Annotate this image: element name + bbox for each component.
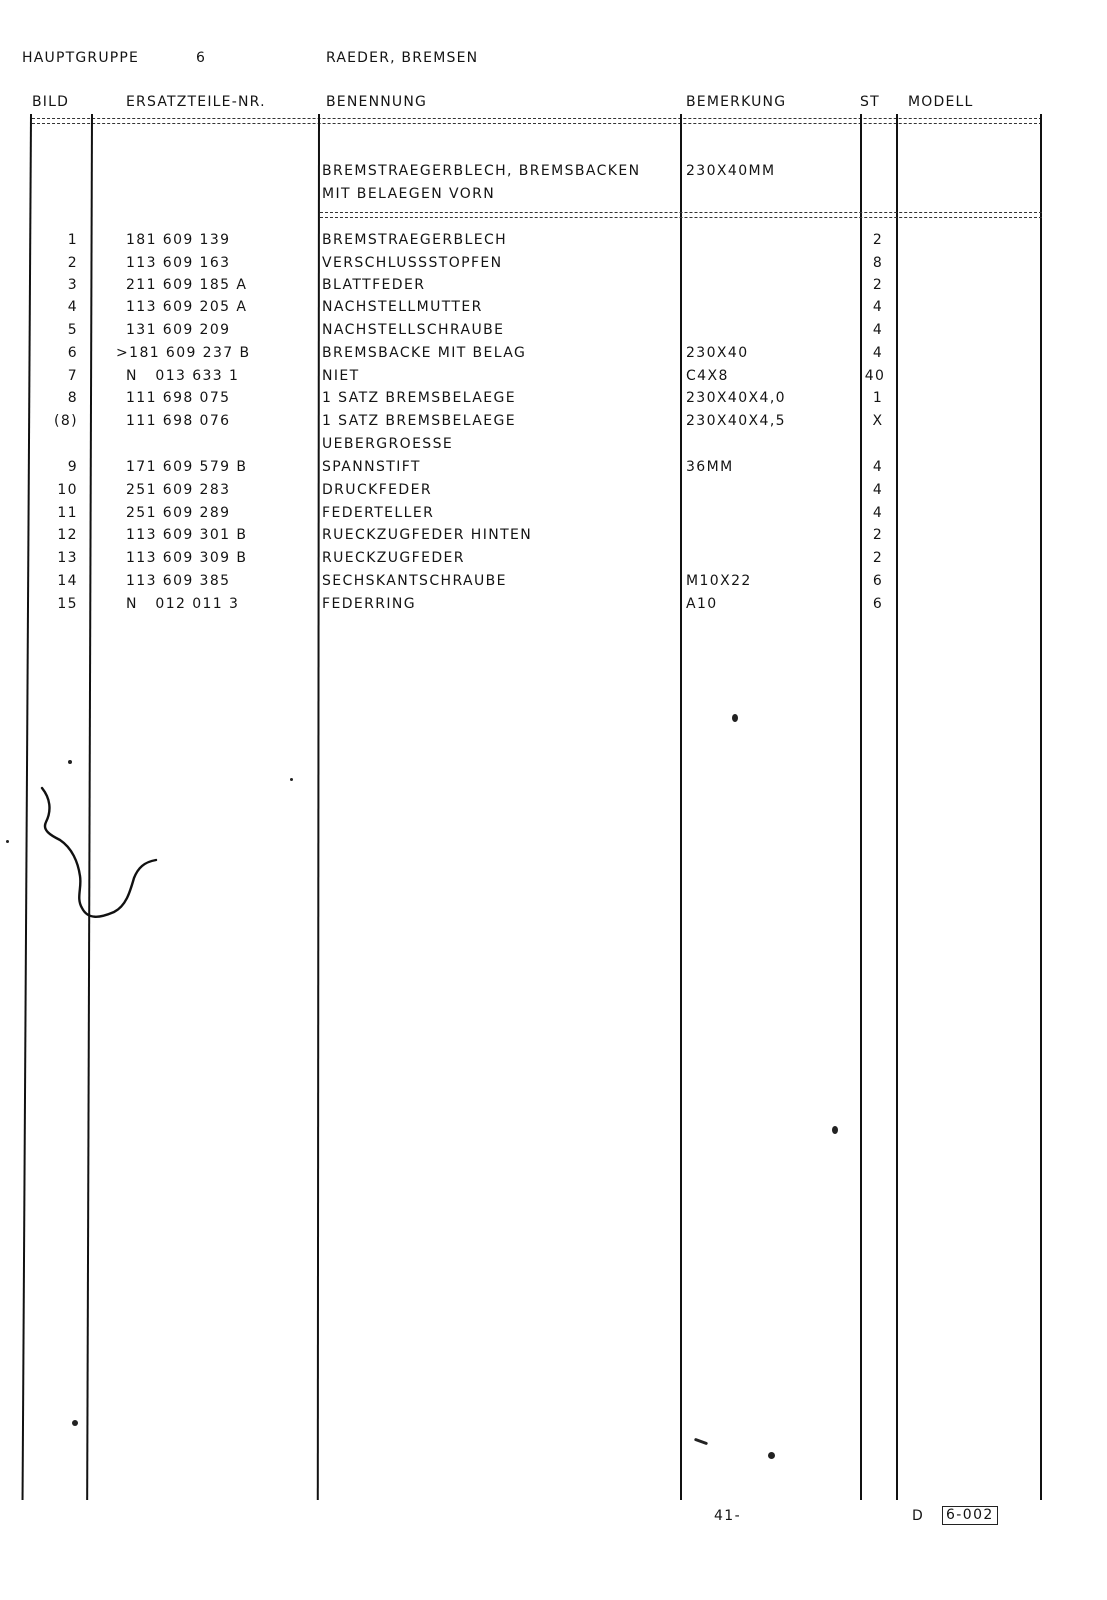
bild-cell: 2 [67,255,78,271]
assembly-remark: 230X40MM [686,163,776,179]
language-code: D [912,1508,925,1524]
scan-speck [72,1420,78,1426]
column-header-bild: BILD [32,94,70,110]
page-code-box: 6-002 [942,1506,998,1525]
bild-cell: 10 [57,482,78,498]
assembly-separator [320,212,1042,218]
assembly-name-line2: MIT BELAEGEN VORN [322,186,496,202]
assembly-name-line1: BREMSTRAEGERBLECH, BREMSBACKEN [322,163,641,179]
scan-speck [6,840,9,843]
remark-cell: 230X40 [686,345,749,361]
column-line-partno-name [317,114,320,1500]
name-cell: BREMSBACKE MIT BELAG [322,345,527,361]
part-number-cell: 113 609 309 B [126,550,248,566]
column-line-qty-model [896,114,898,1500]
name-cell: FEDERTELLER [322,505,435,521]
part-number-cell: 111 698 076 [126,413,231,429]
name-cell: VERSCHLUSSSTOPFEN [322,255,503,271]
qty-cell: 4 [872,345,884,361]
qty-cell: 2 [872,232,884,248]
part-number-cell: 131 609 209 [126,322,231,338]
column-header-qty: ST [860,94,880,110]
scan-speck [290,778,293,781]
bild-cell: 14 [57,573,78,589]
bild-cell: 8 [67,390,78,406]
column-line-name-remark [680,114,682,1500]
bild-cell: 13 [57,550,78,566]
bild-cell: 5 [67,322,78,338]
name-cell: NACHSTELLMUTTER [322,299,483,315]
bild-cell: 12 [57,527,78,543]
name-cell: SECHSKANTSCHRAUBE [322,573,507,589]
main-group-number: 6 [196,50,207,66]
remark-cell: M10X22 [686,573,752,589]
qty-cell: 40 [864,368,886,384]
name-cell: DRUCKFEDER [322,482,432,498]
scan-speck [768,1452,775,1459]
bild-cell: 11 [57,505,78,521]
qty-cell: X [872,413,884,429]
part-number-cell: 113 609 301 B [126,527,248,543]
header-separator [32,118,1042,124]
scan-speck [732,714,738,722]
remark-cell: 36MM [686,459,734,475]
name-cell: BREMSTRAEGERBLECH [322,232,508,248]
bild-cell: 4 [67,299,78,315]
part-number-cell: 251 609 283 [126,482,231,498]
bild-cell: 3 [67,277,78,293]
name-cell: BLATTFEDER [322,277,426,293]
name-cell: RUECKZUGFEDER HINTEN [322,527,533,543]
part-number-cell: N 013 633 1 [126,368,240,384]
column-line-right-border [1040,114,1042,1500]
part-number-cell: 171 609 579 B [126,459,248,475]
main-group-title: RAEDER, BREMSEN [326,50,479,66]
bild-cell: 15 [57,596,78,612]
scribble-icon [30,780,170,930]
bild-cell: (8) [53,413,78,429]
name-cell: NIET [322,368,360,384]
qty-cell: 2 [872,527,884,543]
qty-cell: 4 [872,505,884,521]
part-number-cell: N 012 011 3 [126,596,240,612]
qty-cell: 4 [872,322,884,338]
remark-cell: 230X40X4,5 [686,413,786,429]
qty-cell: 4 [872,482,884,498]
part-number-cell: 211 609 185 A [126,277,248,293]
qty-cell: 2 [872,277,884,293]
name-cell: SPANNSTIFT [322,459,421,475]
scan-speck [68,760,72,764]
scan-speck [694,1438,708,1446]
name-cell: RUECKZUGFEDER [322,550,465,566]
qty-cell: 4 [872,299,884,315]
part-number-cell: >181 609 237 B [116,345,251,361]
bild-cell: 7 [67,368,78,384]
remark-cell: 230X40X4,0 [686,390,786,406]
page-number: 41- [714,1508,742,1524]
bild-cell: 6 [67,345,78,361]
bild-cell: 1 [67,232,78,248]
main-group-label: HAUPTGRUPPE [22,50,140,66]
column-header-part-number: ERSATZTEILE-NR. [126,94,266,110]
scan-speck [832,1126,838,1134]
remark-cell: A10 [686,596,718,612]
part-number-cell: 113 609 385 [126,573,231,589]
part-number-cell: 181 609 139 [126,232,231,248]
qty-cell: 4 [872,459,884,475]
part-number-cell: 251 609 289 [126,505,231,521]
column-header-model: MODELL [908,94,974,110]
bild-cell: 9 [67,459,78,475]
name-cell: 1 SATZ BREMSBELAEGE [322,413,517,429]
column-header-remark: BEMERKUNG [686,94,787,110]
qty-cell: 6 [872,573,884,589]
name-cell: NACHSTELLSCHRAUBE [322,322,505,338]
remark-cell: C4X8 [686,368,729,384]
column-header-name: BENENNUNG [326,94,428,110]
part-number-cell: 113 609 205 A [126,299,248,315]
name-cell: FEDERRING [322,596,417,612]
part-number-cell: 113 609 163 [126,255,231,271]
qty-cell: 8 [872,255,884,271]
name-cell-continuation: UEBERGROESSE [322,436,454,452]
qty-cell: 2 [872,550,884,566]
name-cell: 1 SATZ BREMSBELAEGE [322,390,517,406]
qty-cell: 6 [872,596,884,612]
part-number-cell: 111 698 075 [126,390,231,406]
qty-cell: 1 [872,390,884,406]
